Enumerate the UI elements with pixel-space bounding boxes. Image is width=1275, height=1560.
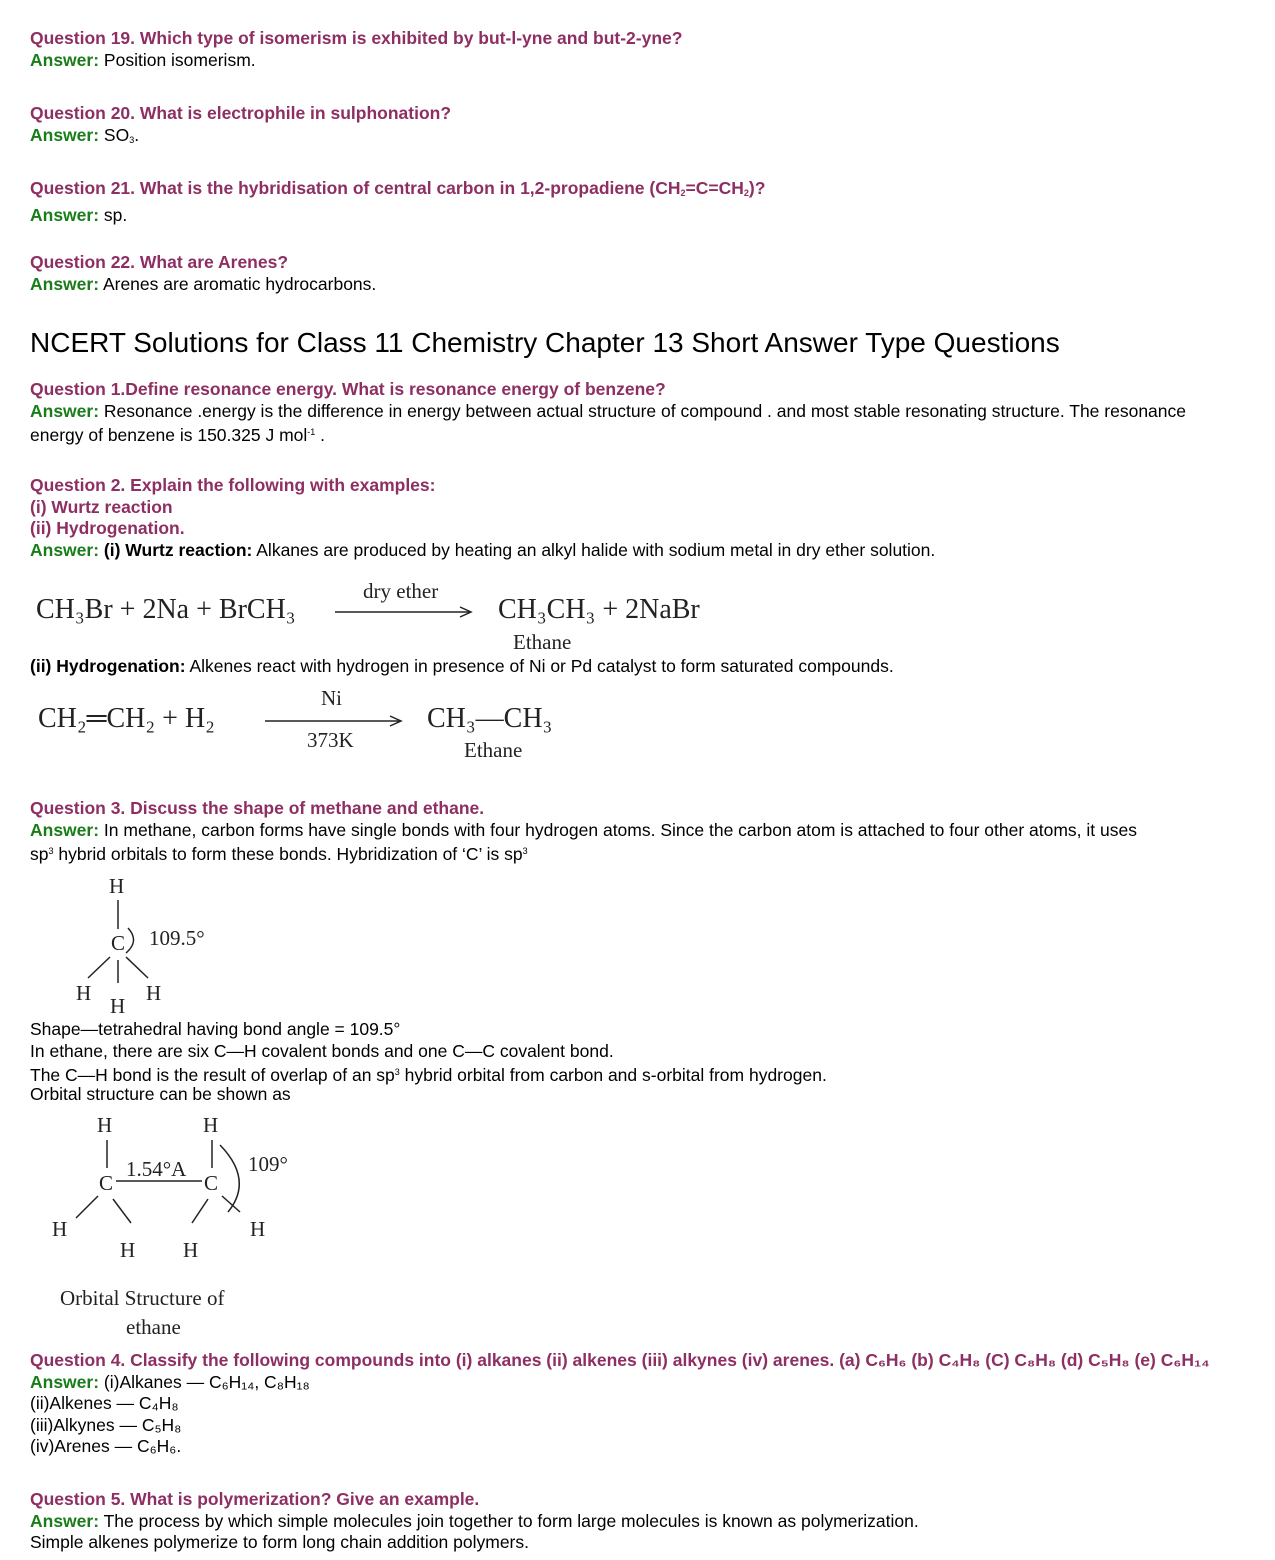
bond — [126, 957, 148, 978]
question-text: Question 2. Explain the following with examples: — [30, 475, 436, 495]
short-question-3 — [30, 798, 1270, 866]
answer-item: (iv)Arenes — C₆H₆. — [30, 1436, 182, 1456]
ethane-c-left: C — [99, 1171, 114, 1195]
ethane-h: H — [52, 1217, 68, 1241]
angle-arc — [126, 928, 134, 953]
eq2-catalyst: Ni — [321, 686, 342, 710]
eq1-product-name: Ethane — [513, 630, 572, 654]
ethane-c-right: C — [204, 1171, 219, 1195]
eq2-temperature: 373K — [307, 728, 354, 752]
methane-structure — [60, 866, 260, 1016]
question-part: )? — [748, 178, 766, 198]
question-text: Question 20. What is electrophile in sulphonation? — [30, 103, 452, 123]
answer-text: Resonance .energy is the difference in energy between actual structure of compound . and most stable resonating structure. The resonance — [103, 400, 1186, 421]
subscript: 3 — [129, 134, 135, 145]
question-text: Question 19. Which type of isomerism is exhibited by but-l-yne and but-2-yne? — [30, 28, 683, 48]
eq1-reactants: CH₃Br + 2Na + BrCH₃ — [36, 594, 296, 625]
superscript: 3 — [48, 846, 54, 856]
answer-text: Position isomerism. — [103, 49, 256, 70]
answer-part: . — [315, 425, 326, 445]
question-text: Question 4. Classify the following compounds into (i) alkanes (ii) alkenes (iii) alkynes (iv) arenes. (a) C₆H₆ (b) C₄H₈ (C) C₈H₈ (d) C₅H₈ (e) C₆H₁₄ — [30, 1350, 1210, 1370]
ethane-caption-1: Orbital Structure of — [60, 1286, 225, 1310]
text-part: hybrid orbital from carbon and s-orbital from hydrogen. — [399, 1065, 827, 1085]
methane-h-bottom: H — [110, 994, 126, 1016]
answer-text-line2 — [30, 841, 1270, 866]
ethane-line-3: Orbital structure can be shown as — [30, 1084, 291, 1104]
superscript: 3 — [394, 1067, 400, 1077]
eq1-condition: dry ether — [363, 579, 439, 603]
eq2-product-name: Ethane — [464, 738, 523, 762]
question-20 — [30, 103, 1270, 151]
short-question-5 — [30, 1489, 1270, 1554]
subscript: 2 — [743, 188, 749, 198]
hydro-text: Alkenes react with hydrogen in presence of Ni or Pd catalyst to form saturated compounds. — [185, 656, 894, 676]
answer-part: sp — [30, 844, 49, 864]
hydrogenation-line — [30, 656, 1270, 678]
ethane-line-1: In ethane, there are six C—H covalent bonds and one C—C covalent bond. — [30, 1041, 614, 1061]
question-19 — [30, 28, 1270, 71]
wurtz-equation — [30, 576, 750, 656]
answer-text-end: . — [134, 124, 140, 145]
methane-h-left: H — [76, 981, 92, 1005]
bond — [113, 1199, 131, 1223]
superscript: 3 — [522, 846, 528, 856]
ethane-structure — [40, 1108, 340, 1348]
wurtz-label: (i) Wurtz reaction: — [103, 539, 253, 560]
methane-h-right: H — [146, 981, 162, 1005]
bond — [192, 1199, 208, 1223]
question-item: (ii) Hydrogenation. — [30, 518, 185, 538]
answer-part: hybrid orbitals to form these bonds. Hybridization of ‘C’ is sp — [53, 844, 523, 864]
answer-text: In methane, carbon forms have single bonds with four hydrogen atoms. Since the carbon atom is attached to four other atoms, it uses — [103, 819, 1137, 840]
subscript: 2 — [680, 188, 686, 198]
short-question-2 — [30, 475, 1270, 561]
question-text: Question 5. What is polymerization? Give an example. — [30, 1489, 480, 1509]
question-part: Question 21. What is the hybridisation of central carbon in 1,2-propadiene (CH — [30, 178, 681, 198]
hydro-label: (ii) Hydrogenation: — [30, 656, 186, 676]
ethane-caption-2: ethane — [126, 1315, 181, 1339]
ethane-h: H — [120, 1238, 136, 1262]
answer-label: Answer: — [30, 1510, 100, 1531]
answer-text-line2: Simple alkenes polymerize to form long chain addition polymers. — [30, 1532, 529, 1552]
question-text: Question 1.Define resonance energy. What is resonance energy of benzene? — [30, 379, 666, 399]
hydrogenation-equation — [30, 683, 630, 773]
shape-line: Shape—tetrahedral having bond angle = 109.5° — [30, 1019, 401, 1039]
answer-item: (i)Alkanes — C₆H₁₄, C₈H₁₈ — [103, 1371, 310, 1392]
answer-label: Answer: — [30, 819, 100, 840]
wurtz-text: Alkanes are produced by heating an alkyl halide with sodium metal in dry ether solution. — [252, 539, 936, 560]
superscript: -1 — [307, 427, 316, 437]
short-question-1 — [30, 379, 1270, 447]
methane-c: C — [111, 931, 126, 955]
answer-text: Arenes are aromatic hydrocarbons. — [102, 273, 377, 294]
answer-item: (iii)Alkynes — C₅H₈ — [30, 1414, 182, 1435]
question-text — [30, 178, 1270, 205]
bond — [222, 1196, 240, 1212]
answer-text: The process by which simple molecules join together to form large molecules is known as polymerization. — [99, 1510, 919, 1531]
answer-label: Answer: — [30, 204, 100, 225]
bond — [76, 1196, 98, 1218]
ethane-bond-length: 1.54°A — [126, 1157, 187, 1181]
answer-item: (ii)Alkenes — C₄H₈ — [30, 1393, 179, 1413]
ethane-angle: 109° — [248, 1152, 288, 1176]
answer-text: sp. — [103, 204, 128, 225]
eq2-products: CH₃—CH₃ — [427, 703, 553, 734]
ethane-h: H — [183, 1238, 199, 1262]
answer-text: SO — [103, 124, 130, 145]
answer-label: Answer: — [30, 49, 100, 70]
ethane-h: H — [250, 1217, 266, 1241]
bond — [88, 957, 110, 978]
short-question-4 — [30, 1350, 1270, 1458]
question-text: Question 3. Discuss the shape of methane and ethane. — [30, 798, 485, 818]
question-22 — [30, 252, 1270, 295]
answer-label: Answer: — [30, 1371, 100, 1392]
ethane-line-2 — [30, 1062, 1270, 1087]
methane-angle: 109.5° — [149, 926, 205, 950]
eq1-products: CH₃CH₃ + 2NaBr — [498, 594, 700, 625]
answer-label: Answer: — [30, 539, 100, 560]
ethane-h: H — [203, 1113, 219, 1137]
answer-label: Answer: — [30, 273, 100, 294]
text-part: The C—H bond is the result of overlap of an sp — [30, 1065, 395, 1085]
question-part: =C=CH — [685, 178, 744, 198]
ethane-h: H — [97, 1113, 113, 1137]
question-text: Question 22. What are Arenes? — [30, 252, 289, 272]
answer-part: energy of benzene is 150.325 J mol — [30, 425, 308, 445]
methane-h-top: H — [109, 874, 125, 898]
eq2-reactants: CH₂═CH₂ + H₂ — [38, 703, 215, 734]
question-item: (i) Wurtz reaction — [30, 496, 173, 517]
answer-label: Answer: — [30, 400, 100, 421]
answer-label: Answer: — [30, 124, 100, 145]
answer-text-line2 — [30, 422, 1270, 447]
question-21 — [30, 178, 1270, 226]
section-heading: NCERT Solutions for Class 11 Chemistry Chapter 13 Short Answer Type Questions — [30, 327, 1060, 358]
